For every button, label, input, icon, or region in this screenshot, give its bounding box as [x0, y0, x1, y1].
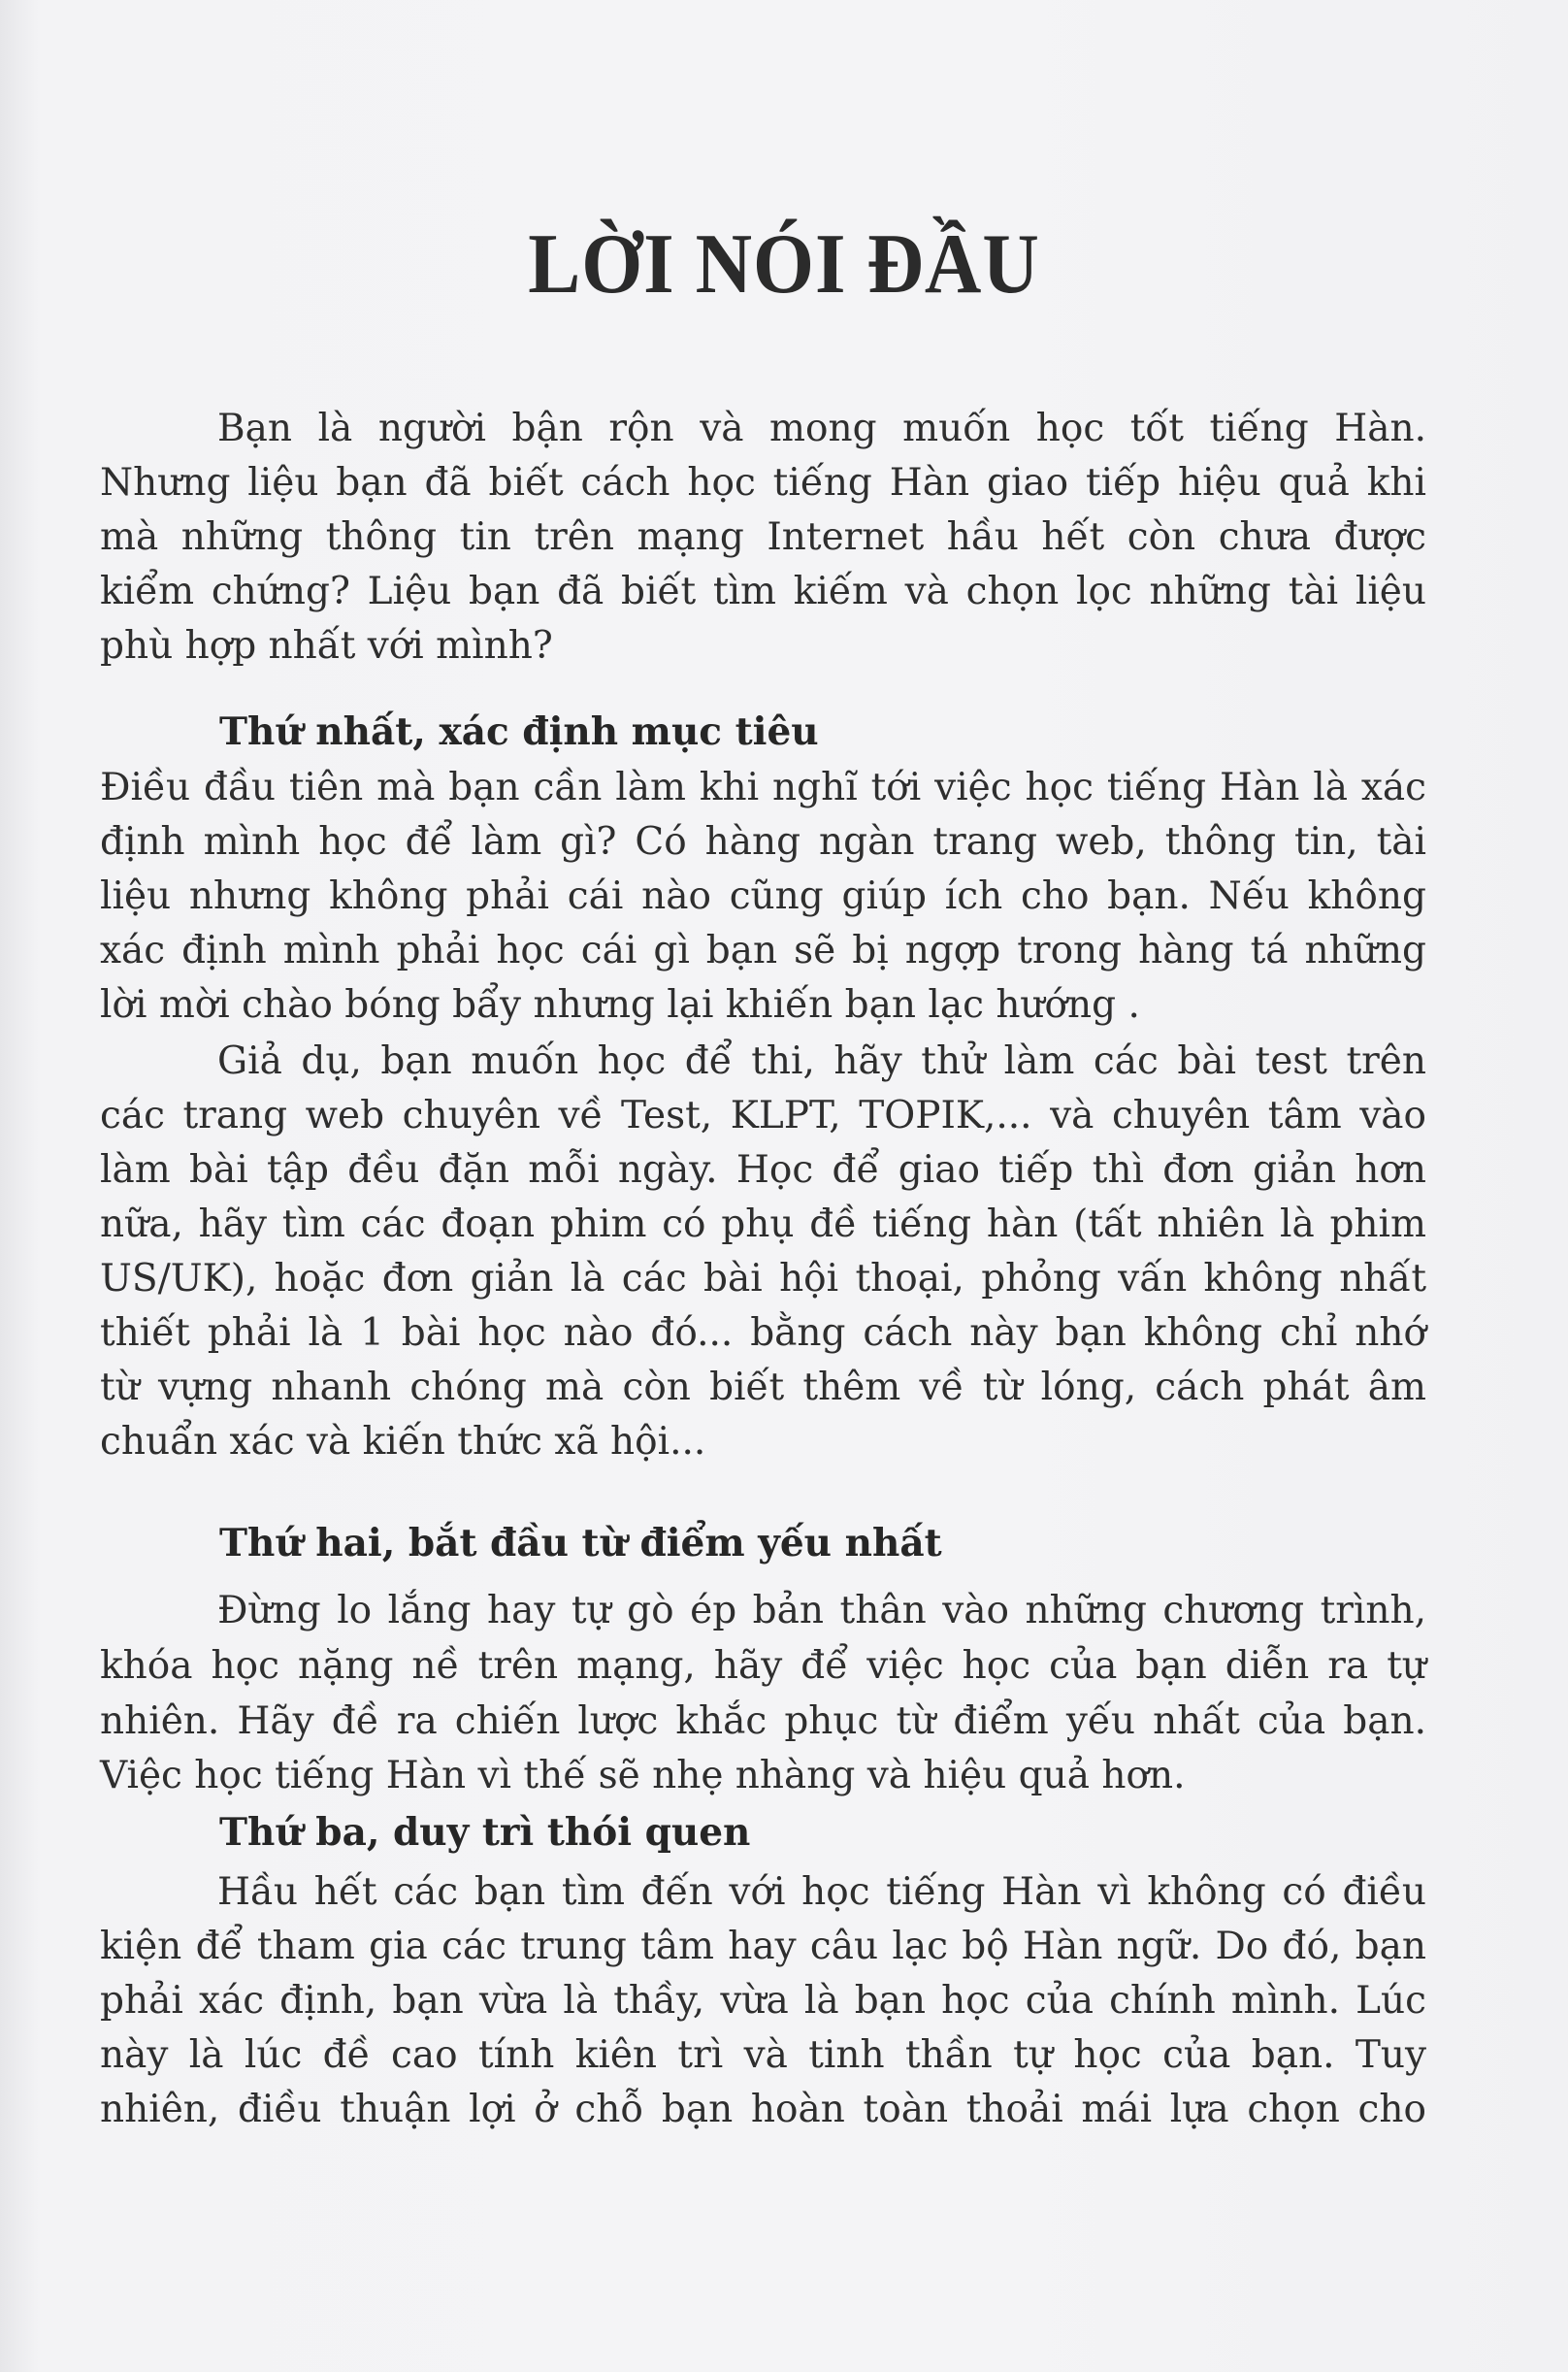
text-line: Điều đầu tiên mà bạn cần làm khi nghĩ tới việc học tiếng Hàn là xác — [100, 766, 1426, 809]
text-line: Bạn là người bận rộn và mong muốn học tốt tiếng Hàn. — [217, 407, 1426, 450]
text-line: định mình học để làm gì? Có hàng ngàn trang web, thông tin, tài — [100, 820, 1426, 864]
text-line: Việc học tiếng Hàn vì thế sẽ nhẹ nhàng và hiệu quả hơn. — [100, 1754, 1186, 1797]
text-line: Hầu hết các bạn tìm đến với học tiếng Hàn vì không có điều — [217, 1870, 1426, 1914]
text-line: nhiên. Hãy đề ra chiến lược khắc phục từ điểm yếu nhất của bạn. — [100, 1699, 1426, 1743]
text-line: kiện để tham gia các trung tâm hay câu lạc bộ Hàn ngữ. Do đó, bạn — [100, 1925, 1426, 1968]
text-line: phải xác định, bạn vừa là thầy, vừa là bạn học của chính mình. Lúc — [100, 1979, 1426, 2023]
text-line: thiết phải là 1 bài học nào đó... bằng cách này bạn không chỉ nhớ — [100, 1311, 1426, 1355]
text-line: liệu nhưng không phải cái nào cũng giúp ích cho bạn. Nếu không — [100, 874, 1426, 918]
text-line: từ vựng nhanh chóng mà còn biết thêm về từ lóng, cách phát âm — [100, 1366, 1426, 1409]
section-heading-1: Thứ nhất, xác định mục tiêu — [219, 709, 819, 754]
text-line: xác định mình phải học cái gì bạn sẽ bị ngợp trong hàng tá những — [100, 929, 1426, 972]
section-heading-3: Thứ ba, duy trì thói quen — [219, 1810, 751, 1855]
text-line: làm bài tập đều đặn mỗi ngày. Học để giao tiếp thì đơn giản hơn — [100, 1148, 1426, 1192]
text-line: US/UK), hoặc đơn giản là các bài hội thoại, phỏng vấn không nhất — [100, 1257, 1426, 1301]
page-title: LỜI NÓI ĐẦU — [528, 217, 1040, 312]
text-line: nữa, hãy tìm các đoạn phim có phụ đề tiếng hàn (tất nhiên là phim — [100, 1202, 1426, 1246]
text-line: kiểm chứng? Liệu bạn đã biết tìm kiếm và chọn lọc những tài liệu — [100, 570, 1426, 613]
text-line: mà những thông tin trên mạng Internet hầu hết còn chưa được — [100, 515, 1426, 559]
text-line: Giả dụ, bạn muốn học để thi, hãy thử làm các bài test trên — [217, 1039, 1426, 1083]
text-line: phù hợp nhất với mình? — [100, 624, 553, 668]
text-line: nhiên, điều thuận lợi ở chỗ bạn hoàn toàn thoải mái lựa chọn cho — [100, 2088, 1426, 2131]
section-heading-2: Thứ hai, bắt đầu từ điểm yếu nhất — [219, 1521, 942, 1565]
text-line: khóa học nặng nề trên mạng, hãy để việc học của bạn diễn ra tự — [100, 1644, 1426, 1688]
text-line: chuẩn xác và kiến thức xã hội... — [100, 1420, 706, 1464]
text-line: lời mời chào bóng bẩy nhưng lại khiến bạn lạc hướng . — [100, 983, 1140, 1027]
text-line: các trang web chuyên về Test, KLPT, TOPIK,... và chuyên tâm vào — [100, 1094, 1426, 1137]
text-line: Đừng lo lắng hay tự gò ép bản thân vào những chương trình, — [217, 1589, 1426, 1632]
text-line: Nhưng liệu bạn đã biết cách học tiếng Hàn giao tiếp hiệu quả khi — [100, 461, 1426, 505]
text-line: này là lúc đề cao tính kiên trì và tinh thần tự học của bạn. Tuy — [100, 2033, 1426, 2077]
